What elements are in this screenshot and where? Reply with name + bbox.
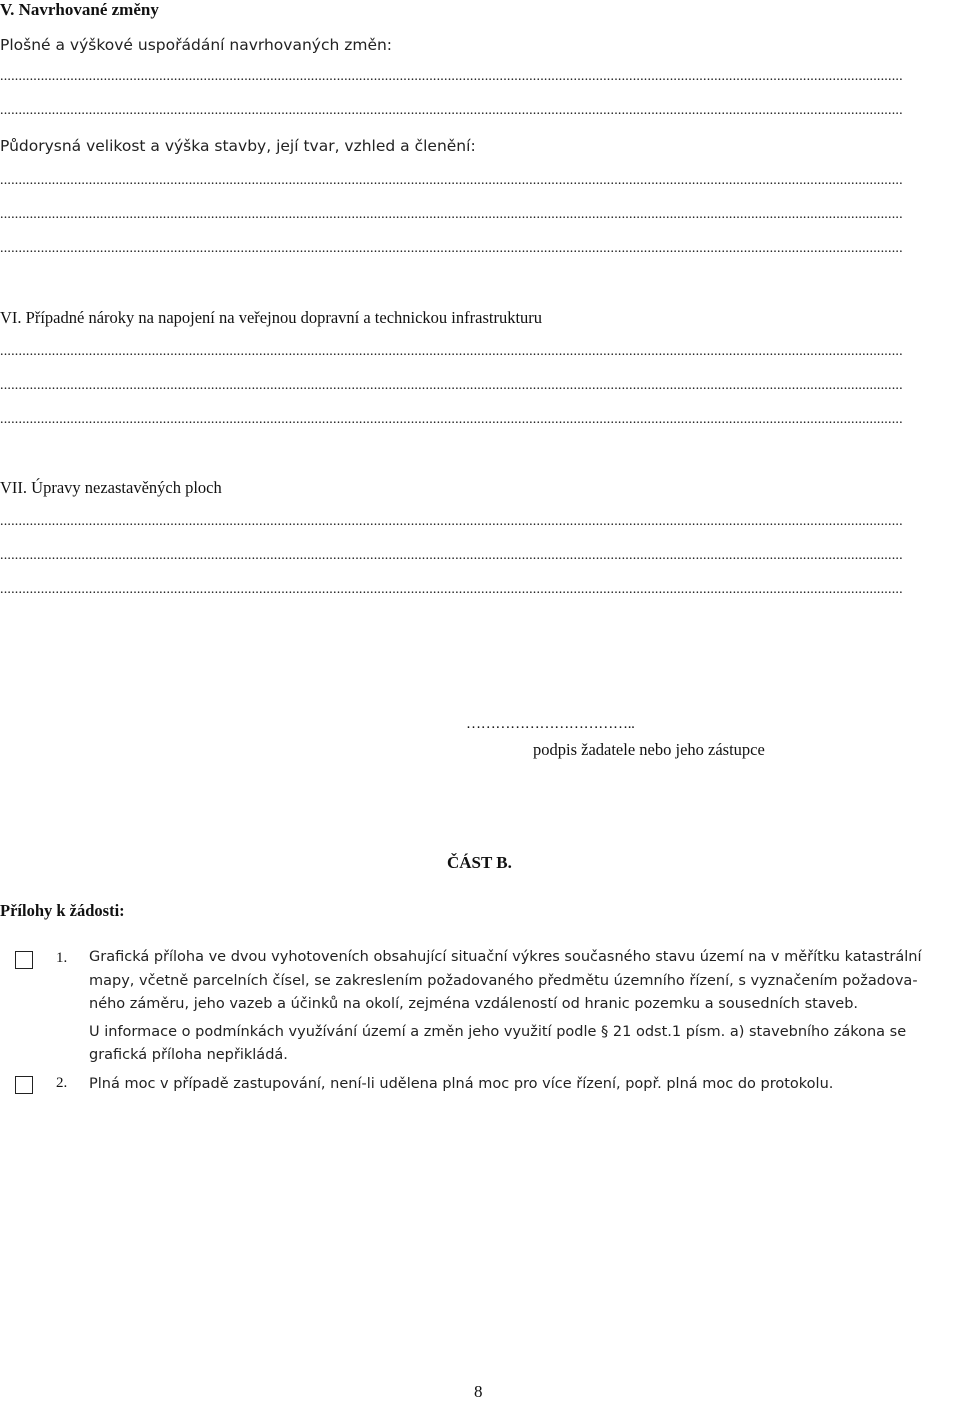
section-6-heading: VI. Případné nároky na napojení na veřejnou dopravní a technickou infrastrukturu [0, 308, 543, 327]
fill-line[interactable]: .................................................................................................................................................................................................................................................... [0, 344, 903, 359]
fill-line[interactable]: .................................................................................................................................................................................................................................................... [0, 241, 903, 256]
attachment-2-number: 2. [56, 1075, 68, 1091]
section-5-heading: V. Navrhované změny [0, 0, 159, 19]
page-number: 8 [474, 1382, 483, 1401]
fill-line[interactable]: .................................................................................................................................................................................................................................................... [0, 69, 903, 84]
signature-label: podpis žadatele nebo jeho zástupce [533, 740, 765, 759]
attachment-1-checkbox[interactable] [15, 951, 33, 969]
attachments-heading: Přílohy k žádosti: [0, 901, 125, 920]
attachment-2-checkbox[interactable] [15, 1076, 33, 1094]
fill-line[interactable]: .................................................................................................................................................................................................................................................... [0, 412, 903, 427]
fill-line[interactable]: .................................................................................................................................................................................................................................................... [0, 514, 903, 529]
part-b-title: ČÁST B. [447, 853, 512, 872]
fill-line[interactable]: .................................................................................................................................................................................................................................................... [0, 207, 903, 222]
signature-line[interactable]: …………………………….. [466, 716, 635, 732]
fill-line[interactable]: .................................................................................................................................................................................................................................................... [0, 378, 903, 393]
attachment-1-note-line: grafická příloha nepřikládá. [89, 1047, 288, 1063]
attachment-2-text [89, 1073, 833, 1097]
attachment-1-line: mapy, včetně parcelních čísel, se zakreslením požadovaného předmětu územního řízení, s vyznačením požadova- [89, 972, 918, 989]
attachment-1-text [89, 946, 922, 1068]
section-7-heading: VII. Úpravy nezastavěných ploch [0, 478, 222, 497]
section-5-label-layout: Plošné a výškové uspořádání navrhovaných změn: [0, 36, 393, 54]
attachment-1-line: ného záměru, jeho vazeb a účinků na okolí, zejména vzdáleností od hranic pozemku a sousedních staveb. [89, 996, 859, 1012]
attachment-1-line: Grafická příloha ve dvou vyhotoveních obsahující situační výkres současného stavu území na v měřítku katastrální [89, 949, 922, 965]
fill-line[interactable]: .................................................................................................................................................................................................................................................... [0, 582, 903, 597]
fill-line[interactable]: .................................................................................................................................................................................................................................................... [0, 173, 903, 188]
section-5-label-dimensions: Půdorysná velikost a výška stavby, její tvar, vzhled a členění: [0, 137, 476, 155]
attachment-2-line: Plná moc v případě zastupování, není-li udělena plná moc pro více řízení, popř. plná moc do protokolu. [89, 1076, 834, 1092]
fill-line[interactable]: .................................................................................................................................................................................................................................................... [0, 103, 903, 118]
fill-line[interactable]: .................................................................................................................................................................................................................................................... [0, 548, 903, 563]
attachment-1-number: 1. [56, 950, 68, 966]
attachment-1-note-line: U informace o podmínkách využívání území a změn jeho využití podle § 21 odst.1 písm. a) stavebního zákona se [89, 1023, 907, 1040]
